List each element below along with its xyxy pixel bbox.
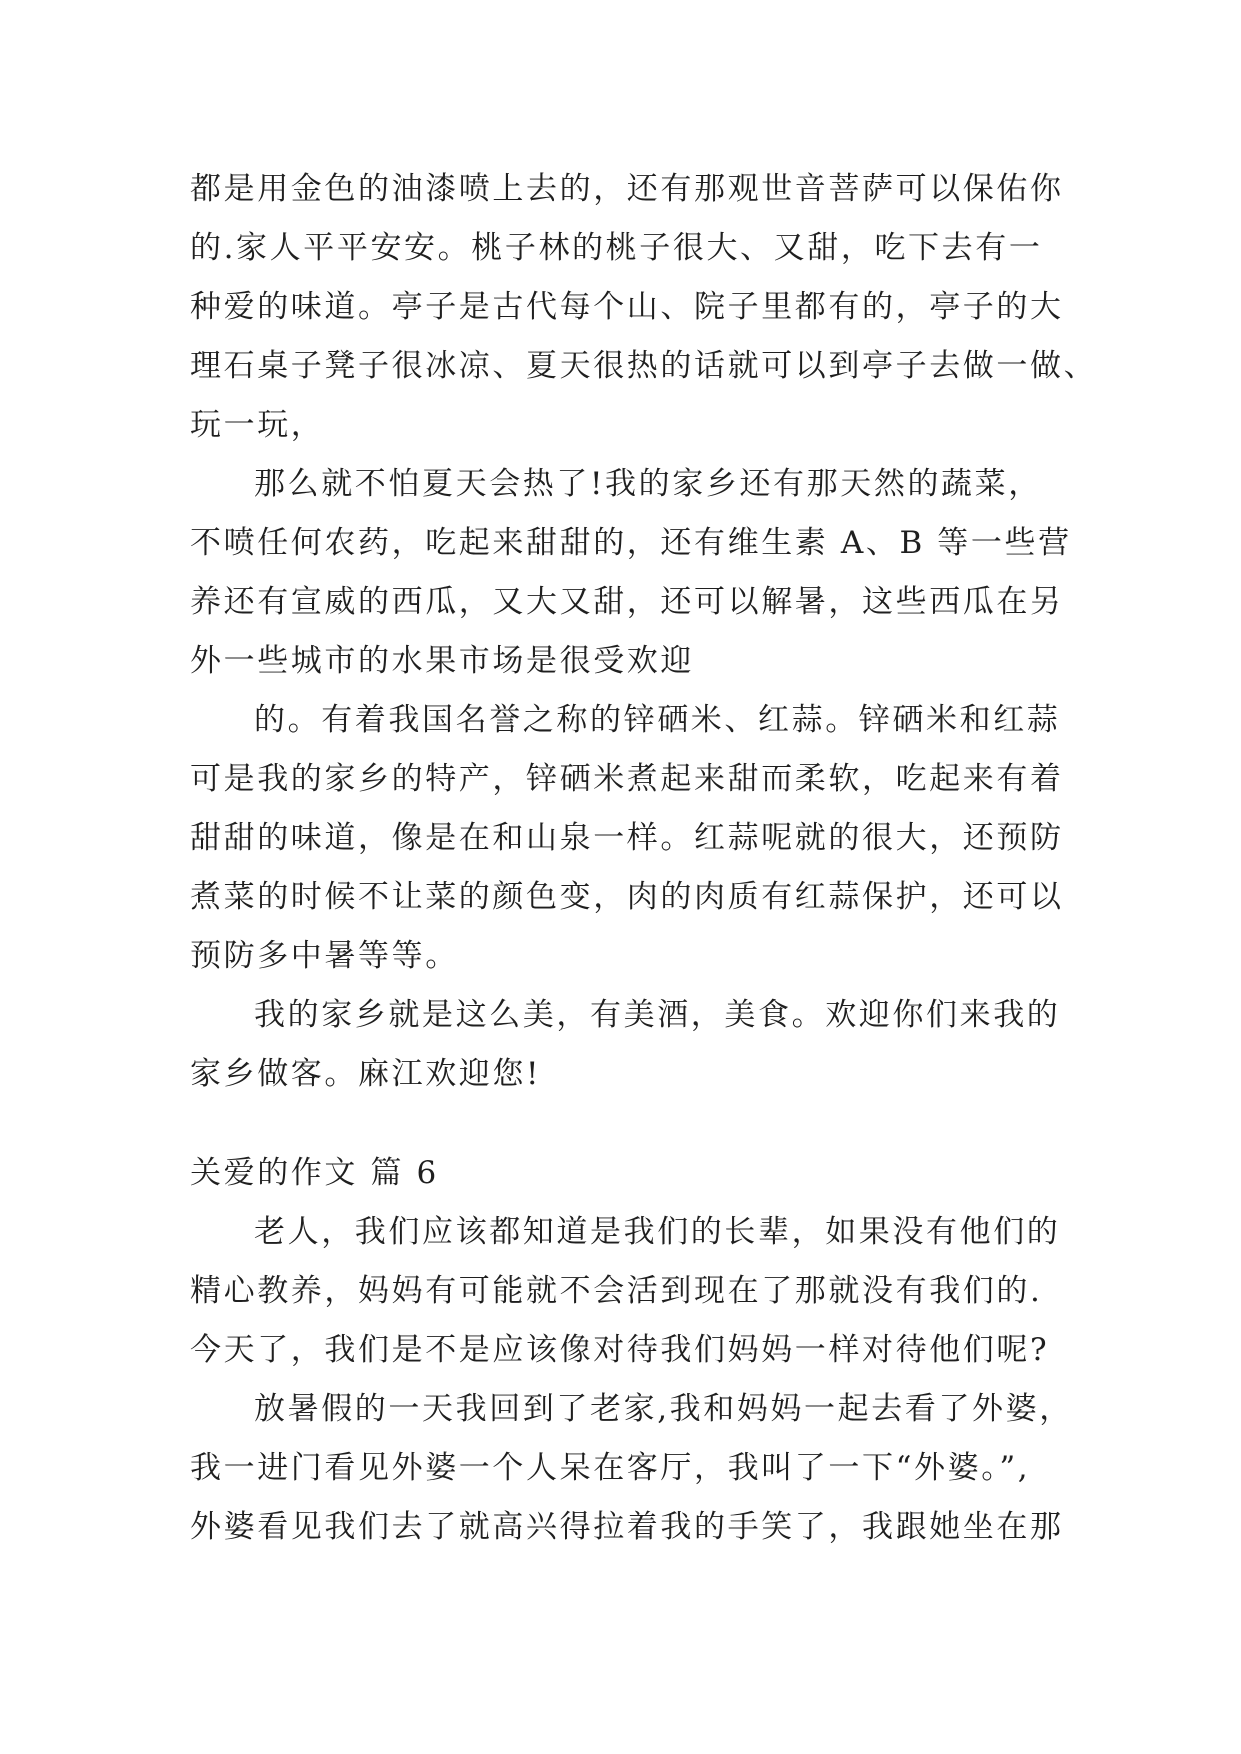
paragraph-line: 不喷任何农药，吃起来甜甜的，还有维生素 A、B 等一些营 bbox=[190, 525, 1072, 561]
paragraph-line: 那么就不怕夏天会热了!我的家乡还有那天然的蔬菜， bbox=[254, 466, 1042, 502]
paragraph-line: 种爱的味道。亭子是古代每个山、院子里都有的，亭子的大 bbox=[190, 289, 1064, 325]
paragraph-line: 甜甜的味道，像是在和山泉一样。红蒜呢就的很大，还预防 bbox=[190, 820, 1064, 856]
paragraph-line: 养还有宣威的西瓜，又大又甜，还可以解暑，这些西瓜在另 bbox=[190, 584, 1064, 620]
previous-essay-section bbox=[190, 160, 1098, 1104]
paragraph-line: 老人，我们应该都知道是我们的长辈，如果没有他们的 bbox=[254, 1214, 1061, 1250]
paragraph-line: 家乡做客。麻江欢迎您! bbox=[190, 1056, 542, 1092]
paragraph-line: 可是我的家乡的特产，锌硒米煮起来甜而柔软，吃起来有着 bbox=[190, 761, 1064, 797]
paragraph-line: 玩一玩， bbox=[190, 407, 325, 443]
paragraph-line: 我一进门看见外婆一个人呆在客厅，我叫了一下“外婆。”, bbox=[190, 1450, 1031, 1486]
paragraph-line: 的.家人平平安安。桃子林的桃子很大、又甜，吃下去有一 bbox=[190, 230, 1043, 266]
paragraph-line: 外一些城市的水果市场是很受欢迎 bbox=[190, 643, 694, 679]
paragraph-line: 的。有着我国名誉之称的锌硒米、红蒜。锌硒米和红蒜 bbox=[254, 702, 1061, 738]
paragraph-line: 预防多中暑等等。 bbox=[190, 938, 459, 974]
paragraph-line: 理石桌子凳子很冰凉、夏天很热的话就可以到亭子去做一做、 bbox=[190, 348, 1098, 384]
paragraph-line: 我的家乡就是这么美，有美酒，美食。欢迎你们来我的 bbox=[254, 997, 1061, 1033]
paragraph-line: 都是用金色的油漆喷上去的，还有那观世音菩萨可以保佑你 bbox=[190, 171, 1064, 207]
document-body bbox=[190, 160, 1098, 1557]
paragraph-line: 精心教养，妈妈有可能就不会活到现在了那就没有我们的. bbox=[190, 1273, 1043, 1309]
paragraph-line: 外婆看见我们去了就高兴得拉着我的手笑了，我跟她坐在那 bbox=[190, 1509, 1064, 1545]
section-spacer bbox=[190, 1104, 1050, 1144]
paragraph-line: 放暑假的一天我回到了老家,我和妈妈一起去看了外婆， bbox=[254, 1391, 1073, 1427]
essay-section-6 bbox=[190, 1144, 1073, 1557]
paragraph-line: 今天了，我们是不是应该像对待我们妈妈一样对待他们呢? bbox=[190, 1332, 1050, 1368]
paragraph-line: 煮菜的时候不让菜的颜色变，肉的肉质有红蒜保护，还可以 bbox=[190, 879, 1064, 915]
section-heading: 关爱的作文 篇 6 bbox=[190, 1155, 439, 1191]
